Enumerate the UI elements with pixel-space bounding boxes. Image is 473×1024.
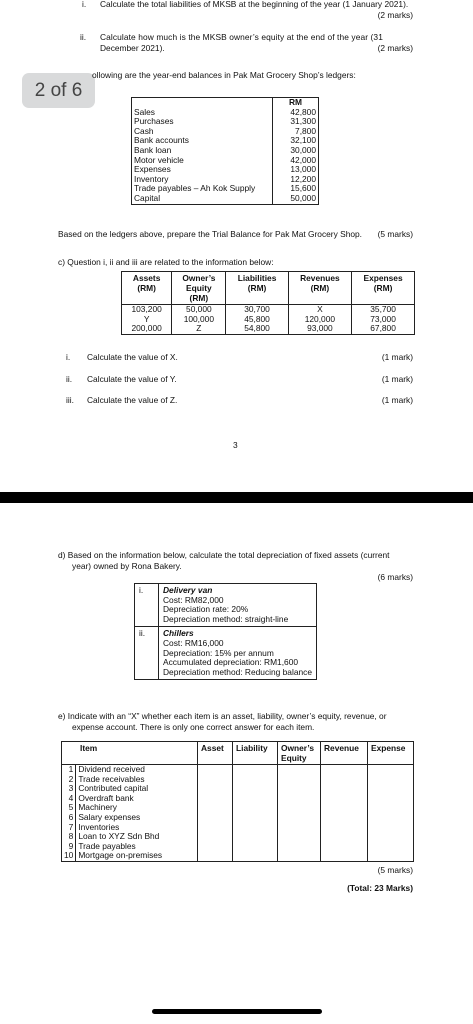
ledger-header-rm: RM [273,98,319,108]
classification-answer-cell[interactable] [278,765,321,775]
classification-answer-cell[interactable] [321,813,368,823]
classification-answer-cell[interactable] [278,842,321,852]
ledger-item: Bank accounts [132,136,273,146]
classification-answer-cell[interactable] [233,803,278,813]
question-a-i-number: i. [82,0,87,9]
classification-item-number: 5 [62,803,76,813]
classification-item-name: Overdraft bank [76,794,198,804]
classification-item-number: 2 [62,775,76,785]
classification-row [62,851,414,861]
info-cell: 103,200 [122,305,172,315]
classification-answer-cell[interactable] [233,794,278,804]
info-header-line: Revenues [300,273,340,283]
fixed-asset-line: Accumulated depreciation: RM1,600 [163,657,299,668]
question-c-text: Calculate the value of X. [87,352,178,362]
classification-header-cell: Owner’s Equity [278,742,321,765]
question-c-number: ii. [66,374,73,384]
info-cell: X [288,305,352,315]
classification-answer-cell[interactable] [368,794,414,804]
info-header-cell [352,272,415,305]
classification-answer-cell[interactable] [233,775,278,785]
ledger-item: Sales [132,108,273,118]
question-d-marks: (6 marks) [377,572,413,582]
fixed-asset-line: Cost: RM16,000 [163,637,224,648]
classification-answer-cell[interactable] [278,823,321,833]
info-cell: 50,000 [172,305,226,315]
total-marks: (Total: 23 Marks) [347,883,413,893]
classification-answer-cell[interactable] [368,803,414,813]
info-cell: 120,000 [288,315,352,325]
classification-answer-cell[interactable] [233,784,278,794]
classification-answer-cell[interactable] [233,765,278,775]
classification-answer-cell[interactable] [198,823,233,833]
question-e-marks: (5 marks) [377,865,413,875]
classification-answer-cell[interactable] [278,794,321,804]
info-header-cell [226,272,288,305]
fixed-asset-line: Depreciation method: straight-line [163,613,289,624]
ledger-amount: 13,000 [273,165,319,175]
fixed-asset-line: Depreciation: 15% per annum [163,647,274,658]
classification-answer-cell[interactable] [198,842,233,852]
classification-answer-cell[interactable] [233,832,278,842]
document-page-2 [0,503,473,1024]
classification-header-cell: Liability [233,742,278,765]
classification-answer-cell[interactable] [368,775,414,785]
fixed-asset-number: i. [135,584,159,627]
classification-answer-cell[interactable] [368,842,414,852]
info-header-cell [122,272,172,305]
question-d-line2: year) owned by Rona Bakery. [72,561,182,571]
question-c-marks: (1 mark) [381,395,413,405]
question-b-task: Based on the ledgers above, prepare the Trial Balance for Pak Mat Grocery Shop. [58,229,362,239]
classification-answer-cell[interactable] [278,784,321,794]
classification-answer-cell[interactable] [321,832,368,842]
classification-answer-cell[interactable] [368,851,414,861]
ledger-item: Capital [132,194,273,204]
fixed-asset-line: Cost: RM82,000 [163,594,224,605]
question-c-marks: (1 mark) [381,352,413,362]
ledger-amount: 15,600 [273,184,319,194]
info-row [122,324,415,334]
fixed-asset-number: ii. [135,627,159,680]
question-a-ii-number: ii. [80,32,87,42]
classification-item-number: 10 [62,851,76,861]
question-d-line1: d) Based on the information below, calculate the total depreciation of fixed assets (current [58,550,390,560]
classification-answer-cell[interactable] [233,823,278,833]
classification-item-name: Trade payables [76,842,198,852]
classification-answer-cell[interactable] [321,803,368,813]
classification-item-name: Loan to XYZ Sdn Bhd [76,832,198,842]
classification-item-number: 1 [62,765,76,775]
question-a-i-marks: (2 marks) [377,10,413,20]
info-header-line: Expenses [363,273,403,283]
classification-answer-cell[interactable] [198,775,233,785]
classification-item-number: 3 [62,784,76,794]
question-b-marks: (5 marks) [377,229,413,239]
classification-answer-cell[interactable] [233,851,278,861]
classification-answer-cell[interactable] [198,813,233,823]
classification-item-name: Dividend received [76,765,198,775]
classification-answer-cell[interactable] [321,851,368,861]
classification-item-name: Salary expenses [76,813,198,823]
info-cell: 73,000 [352,315,415,325]
ledger-amount: 42,000 [273,156,319,166]
info-header-line: (RM) [310,283,330,293]
question-b-intro: ollowing are the year-end balances in Pak Mat Grocery Shop’s ledgers: [92,70,356,80]
ledger-item: Purchases [132,117,273,127]
home-indicator-bar [152,1009,322,1014]
classification-answer-cell[interactable] [321,775,368,785]
ledger-amount: 50,000 [273,194,319,204]
classification-header-cell: Revenue [321,742,368,765]
classification-item-name: Mortgage on-premises [76,851,198,861]
info-cell: Y [122,315,172,325]
classification-answer-cell[interactable] [321,784,368,794]
classification-answer-cell[interactable] [198,794,233,804]
classification-answer-cell[interactable] [278,775,321,785]
info-header-line: Assets [132,273,161,283]
info-header-line: (RM) [137,283,156,293]
page-indicator-badge: 2 of 6 [22,73,95,108]
question-c-text: Calculate the value of Z. [87,395,178,405]
info-header-line: (RM) [247,283,267,293]
info-header-line: Equity [186,283,212,293]
info-cell: 54,800 [226,324,288,334]
question-e-line1: e) Indicate with an “X” whether each item is an asset, liability, owner’s equity, revenue, or [58,711,387,721]
ledger-item: Bank loan [132,146,273,156]
ledger-row [132,194,319,204]
ledger-row [132,117,319,127]
fixed-asset-details [159,627,317,680]
question-a-i-text: Calculate the total liabilities of MKSB at the beginning of the year (1 January 2021). [100,0,409,9]
ledger-balances-table [131,97,319,205]
classification-item-number: 8 [62,832,76,842]
classification-answer-cell[interactable] [233,813,278,823]
question-e-line2: expense account. There is only one correct answer for each item. [72,722,315,732]
classification-answer-cell[interactable] [198,803,233,813]
classification-item-name: Contributed capital [76,784,198,794]
ledger-amount: 31,300 [273,117,319,127]
info-cell: 35,700 [352,305,415,315]
info-cell: 67,800 [352,324,415,334]
info-cell: 200,000 [122,324,172,334]
ledger-item: Trade payables – Ah Kok Supply [132,184,273,194]
classification-answer-cell[interactable] [321,765,368,775]
classification-answer-cell[interactable] [321,842,368,852]
info-cell: Z [172,324,226,334]
ledger-amount: 32,100 [273,136,319,146]
ledger-item: Cash [132,127,273,137]
info-header-cell [172,272,226,305]
ledger-item: Motor vehicle [132,156,273,166]
accounting-information-table [121,271,415,335]
classification-answer-cell[interactable] [278,803,321,813]
fixed-asset-title: Delivery van [163,585,213,595]
fixed-asset-details [159,584,317,627]
document-page-1 [0,0,473,492]
question-c-marks: (1 mark) [381,374,413,384]
info-header-line: Owner’s [182,273,216,283]
info-header-line: Liabilities [237,273,277,283]
question-a-ii-line2: December 2021). [100,43,165,53]
classification-answer-cell[interactable] [368,784,414,794]
classification-answer-cell[interactable] [368,832,414,842]
info-cell: 93,000 [288,324,352,334]
info-header-cell [288,272,352,305]
classification-item-name: Inventories [76,823,198,833]
classification-answer-cell[interactable] [368,813,414,823]
classification-item-number: 6 [62,813,76,823]
classification-item-number: 9 [62,842,76,852]
info-header-line: (RM) [373,283,393,293]
classification-answer-cell[interactable] [198,832,233,842]
fixed-asset-row [135,584,317,627]
ledger-item: Expenses [132,165,273,175]
ledger-amount: 7,800 [273,127,319,137]
classification-item-number: 4 [62,794,76,804]
fixed-assets-table [134,583,317,680]
classification-answer-cell[interactable] [368,765,414,775]
fixed-asset-line: Depreciation rate: 20% [163,604,249,615]
classification-answer-cell[interactable] [278,851,321,861]
classification-item-name: Trade receivables [76,775,198,785]
question-c-intro: c) Question i, ii and iii are related to the information below: [58,257,274,267]
classification-answer-cell[interactable] [321,794,368,804]
classification-answer-cell[interactable] [278,832,321,842]
page-number: 3 [233,440,238,450]
classification-header-cell: Asset [198,742,233,765]
ledger-item: Inventory [132,175,273,185]
classification-header-cell: Expense [368,742,414,765]
classification-answer-cell[interactable] [368,823,414,833]
info-cell: 100,000 [172,315,226,325]
classification-header-cell: Item [62,742,198,765]
question-a-ii-marks: (2 marks) [377,43,413,53]
ledger-amount: 42,800 [273,108,319,118]
ledger-amount: 30,000 [273,146,319,156]
info-cell: 30,700 [226,305,288,315]
classification-answer-cell[interactable] [233,842,278,852]
account-classification-table [61,741,414,862]
classification-answer-cell[interactable] [198,784,233,794]
classification-answer-cell[interactable] [321,823,368,833]
fixed-asset-row [135,627,317,680]
classification-item-number: 7 [62,823,76,833]
classification-answer-cell[interactable] [278,813,321,823]
classification-answer-cell[interactable] [198,851,233,861]
classification-item-name: Machinery [76,803,198,813]
question-c-text: Calculate the value of Y. [87,374,177,384]
info-header-line: (RM) [189,293,209,303]
fixed-asset-line: Depreciation method: Reducing balance [163,666,312,677]
info-cell: 45,800 [226,315,288,325]
question-c-number: iii. [66,395,74,405]
classification-answer-cell[interactable] [198,765,233,775]
question-c-number: i. [66,352,71,362]
fixed-asset-title: Chillers [163,628,194,639]
ledger-amount: 12,200 [273,175,319,185]
question-a-ii-line1: Calculate how much is the MKSB owner’s equity at the end of the year (31 [100,32,383,42]
